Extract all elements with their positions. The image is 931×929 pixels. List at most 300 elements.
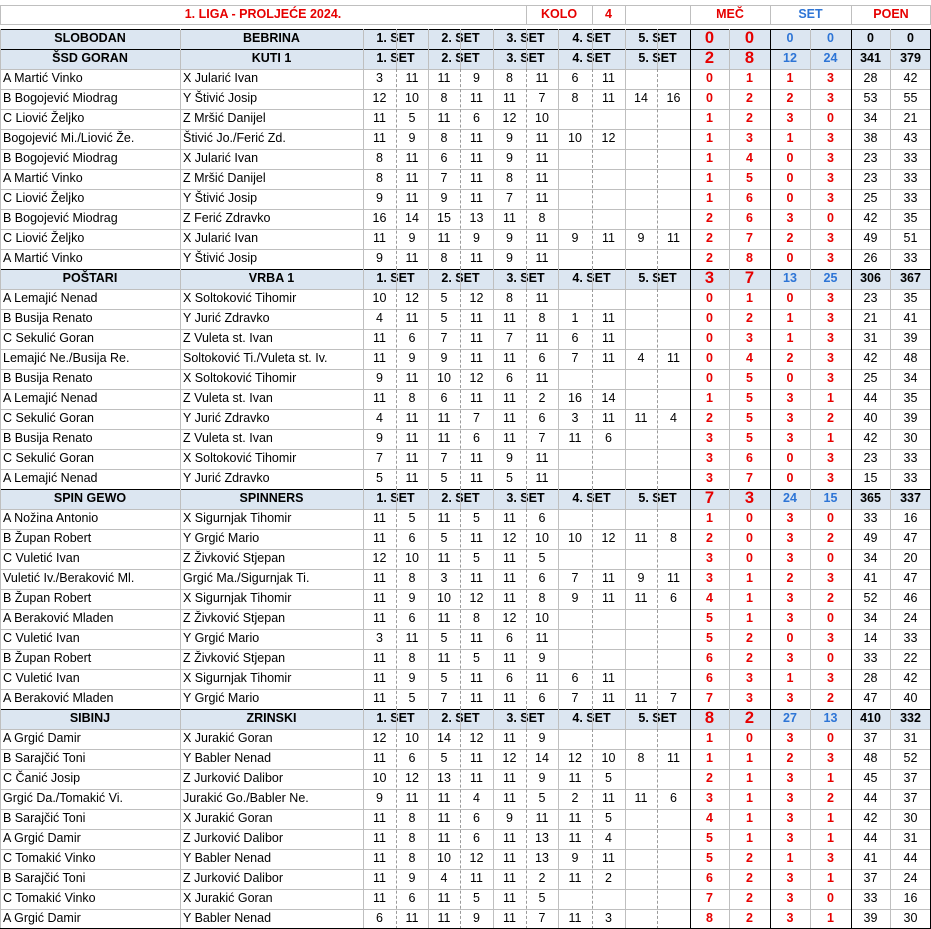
grid-line (0, 749, 931, 750)
set-score: 13 (535, 831, 549, 845)
grid-line (460, 509, 461, 709)
set-score: 11 (535, 631, 549, 645)
set-score: 11 (535, 671, 549, 685)
grid-line (180, 29, 181, 49)
total-set-home: 0 (770, 29, 810, 49)
grid-line (0, 509, 931, 510)
set-score: 5 (538, 551, 546, 565)
set-count: 1 (786, 851, 794, 865)
set-score: 9 (408, 671, 416, 685)
set-score: 11 (634, 411, 648, 425)
player-home: A Lemajić Nenad (3, 391, 98, 405)
set-score: 11 (405, 311, 419, 325)
set-score: 6 (440, 151, 448, 165)
grid-line (0, 369, 931, 370)
points: 38 (863, 131, 878, 145)
grid-line (526, 489, 527, 509)
set-count: 3 (786, 111, 794, 125)
set-score: 13 (437, 771, 451, 785)
set-score: 12 (568, 751, 582, 765)
match-running-score: 2 (706, 411, 713, 425)
set-score: 11 (535, 451, 549, 465)
match-running-score: 1 (746, 831, 753, 845)
points: 33 (903, 171, 918, 185)
set-score: 9 (506, 131, 513, 145)
set-count: 3 (827, 311, 834, 325)
set-score: 7 (376, 451, 383, 465)
set-score: 11 (437, 611, 451, 625)
set-count: 2 (786, 91, 794, 105)
points: 24 (903, 611, 918, 625)
total-mec-away: 0 (729, 29, 770, 49)
points: 55 (903, 91, 918, 105)
player-home: B Župan Robert (3, 531, 92, 545)
points: 52 (863, 591, 878, 605)
set-score: 6 (506, 671, 513, 685)
points: 39 (863, 911, 878, 925)
set-count: 3 (827, 371, 834, 385)
player-away: Z Vuleta st. Ivan (183, 431, 273, 445)
match-running-score: 2 (746, 851, 753, 865)
set-column-header: 2. SET (428, 269, 493, 289)
set-score: 11 (503, 831, 516, 845)
set-score: 11 (373, 511, 386, 525)
set-score: 11 (405, 411, 419, 425)
match-running-score: 0 (746, 511, 753, 525)
points: 37 (903, 771, 918, 785)
player-home: Lemajić Ne./Busija Re. (3, 351, 130, 365)
set-score: 5 (605, 811, 612, 825)
set-score: 12 (469, 291, 484, 305)
set-score: 11 (535, 371, 549, 385)
set-score (592, 889, 625, 909)
set-score: 11 (535, 151, 549, 165)
set-score: 6 (473, 431, 480, 445)
player-home: A Martić Vinko (3, 251, 83, 265)
match-running-score: 1 (746, 751, 753, 765)
set-score: 12 (405, 771, 419, 785)
set-column-header: 5. SET (625, 49, 690, 69)
set-count: 1 (827, 911, 834, 925)
set-count: 0 (827, 111, 834, 125)
total-set-home: 13 (770, 269, 810, 289)
match-running-score: 5 (746, 431, 753, 445)
set-score: 11 (470, 451, 483, 465)
set-count: 3 (786, 691, 794, 705)
set-score: 11 (568, 771, 582, 785)
player-home: B Sarajčić Toni (3, 811, 86, 825)
set-score: 7 (670, 691, 677, 705)
set-score: 11 (373, 231, 386, 245)
grid-line (180, 49, 181, 269)
total-mec-home: 3 (690, 269, 729, 289)
grid-line (0, 469, 931, 470)
set-score: 11 (373, 351, 386, 365)
set-score: 11 (503, 511, 516, 525)
set-score: 11 (667, 231, 680, 245)
set-score: 6 (538, 571, 546, 585)
total-poen-away: 379 (890, 49, 931, 69)
grid-line (0, 149, 931, 150)
set-score (592, 289, 625, 309)
set-count: 3 (827, 851, 834, 865)
grid-line (810, 489, 811, 709)
grid-line (526, 269, 527, 289)
points: 41 (863, 851, 878, 865)
set-count: 0 (827, 891, 834, 905)
set-score: 11 (667, 351, 680, 365)
set-count: 3 (827, 571, 834, 585)
set-score: 11 (405, 431, 419, 445)
player-away: Z Mršić Danijel (183, 171, 266, 185)
set-score: 9 (408, 231, 416, 245)
player-away: Y Jurić Zdravko (183, 311, 270, 325)
points: 49 (863, 231, 878, 245)
set-score: 6 (473, 831, 480, 845)
grid-line (657, 49, 658, 69)
set-column-header: 4. SET (558, 709, 625, 729)
set-score (592, 189, 625, 209)
points: 35 (903, 291, 918, 305)
set-score: 11 (470, 311, 483, 325)
league-title: 1. LIGA - PROLJEĆE 2024. (184, 7, 342, 21)
grid-line (657, 29, 658, 49)
match-running-score: 2 (746, 91, 753, 105)
set-score: 11 (535, 231, 549, 245)
player-away: Y Babler Nenad (183, 911, 272, 925)
grid-line (0, 5, 931, 6)
total-set-away: 24 (810, 49, 851, 69)
grid-line (690, 49, 691, 269)
points: 33 (903, 151, 918, 165)
set-score (625, 249, 657, 269)
set-score: 8 (473, 611, 480, 625)
grid-line (0, 329, 931, 330)
set-score: 8 (440, 251, 448, 265)
grid-line (0, 569, 931, 570)
points: 33 (863, 511, 878, 525)
player-home: C Tomakić Vinko (3, 851, 96, 865)
points: 16 (903, 891, 918, 905)
set-score (657, 169, 690, 189)
set-score: 11 (602, 71, 615, 85)
total-poen-home: 306 (851, 269, 890, 289)
set-count: 3 (827, 451, 834, 465)
set-count: 0 (827, 611, 834, 625)
set-score: 3 (605, 911, 612, 925)
points: 23 (863, 151, 878, 165)
total-mec-home: 2 (690, 49, 729, 69)
total-set-home: 24 (770, 489, 810, 509)
points: 33 (903, 631, 918, 645)
grid-line (690, 5, 691, 25)
grid-line (657, 729, 658, 929)
set-score: 11 (437, 811, 451, 825)
grid-line (493, 269, 494, 489)
set-score (558, 649, 592, 669)
grid-line (396, 289, 397, 489)
set-count: 1 (786, 131, 794, 145)
set-score (625, 129, 657, 149)
set-score: 11 (503, 791, 516, 805)
set-score (657, 509, 690, 529)
points: 40 (903, 691, 918, 705)
player-away: Z Živković Stjepan (183, 611, 286, 625)
grid-line (890, 29, 891, 49)
grid-line (592, 49, 593, 69)
player-away: Z Živković Stjepan (183, 551, 286, 565)
set-score: 9 (506, 251, 513, 265)
set-score: 7 (440, 451, 448, 465)
set-score: 6 (538, 351, 546, 365)
player-home: A Martić Vinko (3, 71, 83, 85)
points: 25 (863, 191, 878, 205)
set-score: 11 (437, 831, 451, 845)
set-score: 11 (470, 391, 483, 405)
grid-line (0, 549, 931, 550)
set-score: 11 (437, 431, 451, 445)
points: 47 (903, 571, 918, 585)
set-count: 0 (786, 451, 794, 465)
player-away: Z Jurković Dalibor (183, 831, 284, 845)
set-count: 3 (827, 351, 834, 365)
set-count: 1 (827, 811, 834, 825)
player-away: Y Babler Nenad (183, 851, 272, 865)
player-home: B Sarajčić Toni (3, 751, 86, 765)
set-score: 11 (535, 131, 549, 145)
points: 43 (903, 131, 918, 145)
match-running-score: 1 (706, 191, 713, 205)
grid-line (460, 489, 461, 509)
set-score: 5 (538, 891, 546, 905)
set-score: 11 (568, 911, 582, 925)
player-away: X Jurakić Goran (183, 731, 273, 745)
set-score (625, 849, 657, 869)
set-count: 3 (827, 231, 834, 245)
match-running-score: 3 (706, 451, 713, 465)
match-running-score: 0 (746, 551, 753, 565)
match-running-score: 6 (706, 871, 713, 885)
set-score: 11 (470, 171, 483, 185)
total-mec-away: 2 (729, 709, 770, 729)
points: 52 (903, 751, 918, 765)
grid-line (0, 49, 931, 50)
set-score: 6 (670, 791, 677, 805)
set-score: 12 (372, 91, 387, 105)
grid-line (0, 69, 931, 70)
set-score (657, 289, 690, 309)
points: 23 (863, 171, 878, 185)
grid-line (0, 269, 931, 270)
set-score (558, 289, 592, 309)
set-score (657, 209, 690, 229)
set-score: 10 (437, 591, 451, 605)
set-count: 0 (827, 511, 834, 525)
set-score (592, 449, 625, 469)
set-score: 8 (670, 531, 677, 545)
set-count: 0 (786, 191, 794, 205)
player-away: X Jularić Ivan (183, 231, 259, 245)
set-score: 11 (503, 91, 516, 105)
set-score (625, 69, 657, 89)
set-score (592, 629, 625, 649)
grid-line (851, 5, 852, 25)
grid-line (558, 269, 559, 489)
grid-line (428, 269, 429, 489)
grid-line (592, 729, 593, 929)
set-score: 8 (408, 811, 416, 825)
match-running-score: 6 (746, 191, 753, 205)
set-score: 11 (503, 391, 516, 405)
set-score: 9 (376, 191, 383, 205)
match-running-score: 3 (746, 131, 753, 145)
points: 42 (863, 351, 878, 365)
set-score: 9 (376, 791, 383, 805)
set-score: 4 (605, 831, 612, 845)
set-column-header: 5. SET (625, 489, 690, 509)
set-score: 12 (502, 111, 517, 125)
grid-line (363, 709, 364, 929)
grid-line (690, 709, 691, 929)
set-score: 11 (470, 571, 483, 585)
set-score: 7 (571, 571, 579, 585)
set-count: 0 (786, 151, 794, 165)
set-count: 3 (786, 591, 794, 605)
set-score (657, 909, 690, 929)
set-score (625, 449, 657, 469)
set-score: 11 (437, 111, 451, 125)
set-column-header: 1. SET (363, 709, 428, 729)
set-score: 10 (535, 611, 549, 625)
points: 49 (863, 531, 878, 545)
grid-line (0, 49, 1, 269)
total-mec-away: 8 (729, 49, 770, 69)
total-mec-home: 0 (690, 29, 729, 49)
set-score (592, 649, 625, 669)
player-home: A Nožina Antonio (3, 511, 99, 525)
set-score: 9 (538, 731, 546, 745)
set-score: 4 (670, 411, 677, 425)
set-score: 9 (637, 231, 645, 245)
grid-line (526, 49, 527, 69)
set-score (625, 429, 657, 449)
player-home: C Vuletić Ivan (3, 551, 80, 565)
grid-line (625, 269, 626, 489)
total-set-home: 12 (770, 49, 810, 69)
set-score: 2 (538, 391, 546, 405)
set-column-header: 3. SET (493, 29, 558, 49)
match-running-score: 5 (706, 831, 713, 845)
grid-line (851, 709, 852, 929)
points: 39 (903, 411, 918, 425)
set-score: 10 (568, 531, 582, 545)
points: 28 (863, 671, 878, 685)
set-score: 9 (637, 571, 645, 585)
set-score (657, 769, 690, 789)
total-set-away: 25 (810, 269, 851, 289)
set-score: 9 (376, 371, 383, 385)
set-score: 7 (506, 331, 513, 345)
set-score: 6 (408, 751, 416, 765)
set-score: 9 (506, 151, 513, 165)
set-score: 10 (535, 531, 549, 545)
grid-line (460, 729, 461, 929)
player-home: B Bogojević Miodrag (3, 151, 118, 165)
set-score: 11 (405, 171, 419, 185)
grid-line (0, 529, 931, 530)
set-count: 1 (827, 391, 834, 405)
player-home: C Vuletić Ivan (3, 671, 80, 685)
set-score: 11 (602, 91, 615, 105)
grid-line (890, 709, 891, 929)
points: 24 (903, 871, 918, 885)
grid-line (0, 709, 1, 929)
points: 33 (903, 471, 918, 485)
grid-line (460, 709, 461, 729)
set-score: 6 (571, 331, 579, 345)
match-running-score: 1 (746, 771, 753, 785)
set-score: 11 (373, 591, 386, 605)
set-score (625, 149, 657, 169)
grid-line (625, 5, 626, 25)
player-home: B Busija Renato (3, 371, 93, 385)
match-running-score: 1 (746, 791, 753, 805)
set-score: 12 (469, 591, 484, 605)
points: 37 (903, 791, 918, 805)
set-count: 2 (827, 411, 834, 425)
match-running-score: 0 (706, 331, 713, 345)
set-score (657, 469, 690, 489)
set-score: 8 (440, 131, 448, 145)
player-home: B Bogojević Miodrag (3, 211, 118, 225)
grid-line (526, 289, 527, 489)
player-home: B Busija Renato (3, 431, 93, 445)
points: 30 (903, 811, 918, 825)
set-score: 5 (473, 511, 480, 525)
points: 44 (863, 831, 878, 845)
grid-line (396, 269, 397, 289)
grid-line (0, 729, 931, 730)
set-score: 11 (373, 111, 386, 125)
set-score: 7 (506, 191, 513, 205)
set-score: 11 (373, 671, 386, 685)
set-score: 6 (473, 811, 480, 825)
set-score: 8 (376, 151, 383, 165)
set-score (625, 369, 657, 389)
points: 31 (863, 331, 878, 345)
set-score (625, 289, 657, 309)
grid-line (396, 729, 397, 929)
home-team-name: SPIN GEWO (0, 489, 180, 509)
set-score (657, 329, 690, 349)
set-score: 9 (440, 191, 448, 205)
set-score (625, 629, 657, 649)
set-score: 9 (376, 251, 383, 265)
grid-line (770, 489, 771, 709)
set-score (625, 329, 657, 349)
set-score: 11 (405, 451, 419, 465)
set-score: 11 (470, 771, 483, 785)
set-score: 5 (440, 751, 448, 765)
set-score: 11 (470, 631, 483, 645)
set-score (657, 809, 690, 829)
grid-line (0, 29, 931, 30)
set-score: 11 (667, 751, 680, 765)
points: 48 (863, 751, 878, 765)
grid-line (0, 389, 931, 390)
match-running-score: 3 (746, 671, 753, 685)
set-score: 8 (408, 391, 416, 405)
